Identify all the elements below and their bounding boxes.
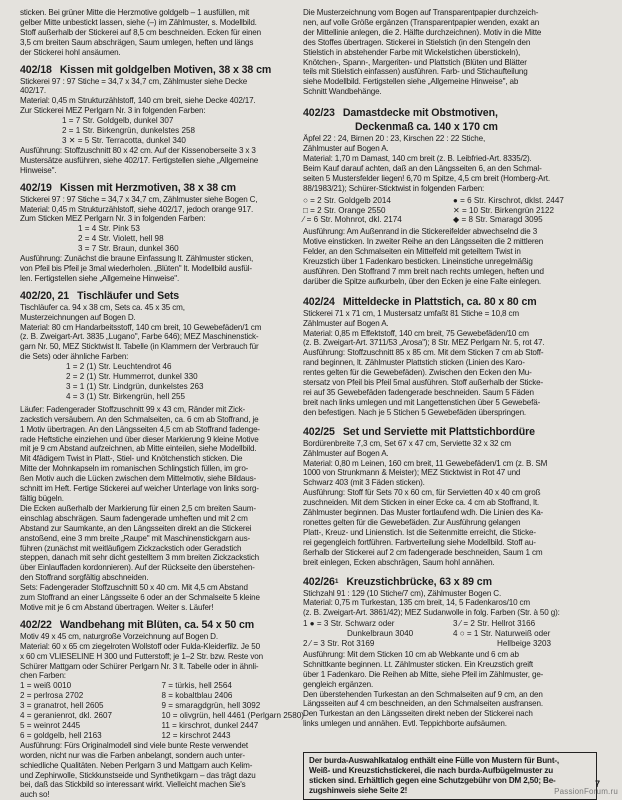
- text-line: Material: 0,80 m Leinen, 160 cm breit, 11 Gewebefäden/1 cm (z. B. SM: [303, 458, 548, 468]
- right-column: [303, 8, 603, 735]
- color-item: 7 = türkis, hell 2564: [161, 681, 232, 691]
- text-line: Läufer: Fadengerader Stoffzuschnitt 99 x 43 cm, Ränder mit Zick-: [20, 404, 246, 414]
- intro-text-left: [20, 8, 303, 58]
- color-item: 3 = granatrot, hell 2605: [20, 701, 104, 711]
- color-item: Dunkelbraun 3040: [347, 629, 414, 639]
- section-heading: [20, 290, 303, 302]
- text-line: schiedliche Qualitäten. Neben Perlgarn 3 und Mattgarn auch Kelim-: [20, 760, 253, 770]
- color-item: 2 = 2 (1) Str. Hummerrot, dunkel 330: [66, 372, 198, 382]
- text-line: gengleich ergänzen.: [303, 679, 374, 689]
- text-line: Motive einsticken. In zweiter Reihe an den Längsseiten die 2 mittleren: [303, 237, 544, 247]
- text-line: ausführen. Den Stoffrand 7 mm breit nach rechts umlegen, heften und: [303, 266, 544, 276]
- text-line: Tischläufer ca. 94 x 38 cm, Sets ca. 45 x 35 cm,: [20, 302, 185, 312]
- text-line: des Stoffes übertragen. Stickerei in Stielstich (in den Stengeln den: [303, 37, 531, 47]
- text-line: Stielstich in abstehender Farbe mit Wickelstichen überstickeln),: [303, 47, 521, 57]
- text-line: Die Musterzeichnung vom Bogen auf Transparentpapier durchzeich-: [303, 8, 539, 17]
- section-heading: [303, 296, 603, 308]
- text-line: Zählmuster beginnen. Das Muster fortlaufend wdh. Die Linien des Ka-: [303, 508, 544, 518]
- text-line: breit einlegen, Ecken abschrägen, Saum hohl annähen.: [303, 557, 495, 567]
- text-line: bei, daß das Stickbild so interessant wirkt. Vielleicht machen Sie's: [20, 780, 246, 790]
- color-item: 3 = 7 Str. Braun, dunkel 360: [78, 244, 179, 254]
- left-column: [20, 8, 303, 800]
- text-line: rade Heftstiche einziehen und über dieser Markierung 9 kleine Motive: [20, 434, 259, 444]
- color-item: 3 = 1 (1) Str. Lindgrün, dunkelstes 263: [66, 382, 204, 391]
- text-line: steppen, danach mit sehr dicht gestelltem 3 mm breiten Zickzackstich: [20, 553, 260, 563]
- text-line: 402/17.: [20, 86, 46, 96]
- color-item: 2 = 1 Str. Birkengrün, dunkelstes 258: [62, 126, 195, 136]
- color-item: 2 = perlrosa 2702: [20, 691, 84, 701]
- text-line: Abstand zur Saumkante, an den Längsseiten direkt an die Stickerei: [20, 523, 252, 533]
- text-line: Stickerei 97 : 97 Stiche = 34,7 x 34,7 cm, Zählmuster siehe Bogen C,: [20, 194, 258, 204]
- text-line: Schwarz 403 (mit 3 Fäden sticken).: [303, 478, 425, 488]
- text-line: mit je 9 cm Abstand aufzeichnen, ab Mitte einteilen, siehe Modellbild.: [20, 444, 257, 454]
- text-line: ronettes gelten für die Gewebefäden. Zur Ausführung gelangen: [303, 517, 521, 527]
- text-line: ßen Motiv auch die Lücken zwischen dem Mittelmotiv, siehe Bildaus-: [20, 474, 257, 484]
- text-line: über 1 Fadenkaro. Die Reihen ab Mitte, siehe Pfeil im Zählmuster, ge-: [303, 669, 544, 679]
- text-line: Ausführung: Fürs Originalmodell sind viele bunte Reste verwendet: [20, 740, 248, 750]
- text-line: schnitt im Heft. Fertige Stickerei auf weicher Unterlage von links sorg-: [20, 484, 259, 494]
- text-line: ßerhalb der Stickerei auf 2 cm fadengerade beschneiden, Saum 1 cm: [303, 547, 543, 557]
- text-line: 1000 von Strunkmann & Meister); MEZ Sticktwist in Rot 47 und: [303, 468, 521, 478]
- text-line: Material: 0,85 m Effektstoff, 140 cm breit, 75 Gewebefäden/10 cm: [303, 328, 529, 338]
- text-line: rei auf 35 Gewebefäden fadengerade beschneiden. Saum 5 Fäden: [303, 388, 534, 397]
- text-line: siehe Modellbild. Fertigstellen siehe „Allgemeine Hinweise", ab: [303, 77, 519, 87]
- color-item: 12 = kirschrot 2443: [161, 730, 231, 740]
- notice-line: Weiß- und Kreuzstichstickerei, die nach burda-Aufbügelmuster zu: [309, 765, 554, 775]
- section-number-superscript: 1: [334, 577, 339, 585]
- color-item: 10 = olivgrün, hell 4461 (Perlgarn 2580): [161, 711, 304, 721]
- text-line: 3,5 cm breiten Saum abschrägen, Saum umlegen, heften und längs: [20, 37, 254, 47]
- section-heading: [303, 576, 603, 588]
- text-line: anstoßend, eine 3 mm breite „Raupe" mit Maschinenstickgarn aus-: [20, 533, 251, 543]
- text-line: Ausführung: Am Außenrand in die Stickereifelder abwechselnd die 3: [303, 227, 538, 237]
- text-line: über Einlauffaden kordonnieren). Auf der Rückseite den überstehen-: [20, 563, 255, 573]
- text-line: Ausführung: Zunächst die braune Einfassung lt. Zählmuster sticken,: [20, 254, 254, 264]
- intro-text-right: [303, 8, 603, 97]
- text-line: Stickerei 97 : 97 Stiche = 34,7 x 34,7 cm, Zählmuster siehe Decke: [20, 76, 248, 86]
- text-line: Zählmuster auf Bogen A.: [303, 318, 389, 328]
- section-number: 402/18: [20, 63, 52, 76]
- color-item: 1 = 4 Str. Pink 53: [78, 224, 140, 234]
- text-line: len. Fertigstellen siehe „Allgemeine Hinweise".: [20, 273, 180, 283]
- color-item: 1 = weiß 0010: [20, 681, 72, 691]
- text-line: seiten 5 Mustersfelder liegen! 6,70 m Spitze, 4,5 cm breit (Homberg-Art.: [303, 173, 550, 183]
- text-line: fältig bügeln.: [20, 493, 64, 503]
- color-item: ✕ = 10 Str. Birkengrün 2122: [453, 205, 555, 215]
- section-number: [303, 576, 338, 588]
- color-table: [303, 619, 603, 649]
- color-item: 8 = kobaltblau 2406: [161, 691, 233, 701]
- catalog-notice-box: [303, 752, 597, 800]
- color-item: 2 ⁄ = 3 Str. Rot 3169: [303, 639, 375, 649]
- color-item: 2 = 4 Str. Violett, hell 98: [78, 234, 164, 244]
- color-table: [20, 681, 303, 740]
- text-line: sticken. Bei grüner Mitte die Herzmotive goldgelb – 1 ausfüllen, mit: [20, 8, 250, 17]
- color-item: 5 = weinrot 2445: [20, 721, 81, 730]
- text-line: Zählmuster auf Bogen A.: [303, 448, 389, 458]
- text-line: Stickerei 71 x 71 cm, 1 Mustersatz umfaßt 81 Stiche = 10,8 cm: [303, 308, 519, 318]
- page-number: 7: [594, 779, 600, 789]
- section-402-22: [20, 619, 303, 800]
- text-line: Den Turkestan an den Längsseiten direkt neben der Stickerei nach: [303, 709, 533, 719]
- color-item: ◆ = 8 Str. Smaragd 3095: [453, 215, 543, 225]
- text-line: breit nach links umlegen und mit Langettenstichen über 5 Gewebefä-: [303, 397, 541, 407]
- section-heading: [303, 426, 603, 438]
- text-line: Material: 0,45 m Strukturzählstoff, 140 cm breit, siehe Decke 402/17.: [20, 96, 256, 106]
- section-number: 402/25: [303, 425, 335, 438]
- text-line: Motive mit je 6 cm Abstand übertragen. Weiter s. Läufer!: [20, 602, 214, 612]
- color-item: 11 = kirschrot, dunkel 2447: [161, 721, 259, 730]
- color-item: 3 ⁄ = 2 Str. Hellrot 3166: [453, 619, 536, 629]
- notice-line: Der burda-Auswahlkatalog enthält eine Fülle von Mustern für Bunt-,: [309, 756, 560, 765]
- text-line: Ausführung: Mit dem Sticken 10 cm ab Webkante und 6 cm ab: [303, 649, 519, 659]
- section-heading: [20, 64, 303, 76]
- text-line: Äpfel 22 : 24, Birnen 20 : 23, Kirschen 22 : 22 Stiche,: [303, 134, 486, 144]
- section-title: Deckenmaß ca. 140 x 170 cm: [355, 121, 498, 134]
- section-402-18: [20, 64, 303, 176]
- text-line: 1 Motiv übertragen. An den Längsseiten 4,5 cm ab Stoffrand fadenge-: [20, 424, 260, 434]
- section-402-19: [20, 182, 303, 284]
- text-line: Material: 1,70 m Damast, 140 cm breit (z. B. Leibfried-Art. 8335/2).: [303, 153, 532, 163]
- text-line: Hinweise".: [20, 165, 57, 175]
- color-item: 9 = smaragdgrün, hell 3092: [161, 701, 261, 711]
- text-line: Kreuzstich über 1 Fadenkaro besticken. Lineinstiche unregelmäßig: [303, 257, 533, 267]
- text-line: Mitte der Mohnkapseln im romanischen Schlingstich füllen, im gro-: [20, 464, 249, 474]
- color-item: ● = 6 Str. Kirschrot, dklst. 2447: [453, 195, 564, 205]
- section-heading: [20, 182, 303, 194]
- text-line: die Sets) oder ähnliche Farben:: [20, 352, 129, 362]
- text-line: Mustersätze ausführen, siehe 402/17. Fertigstellen siehe „Allgemeine: [20, 155, 259, 165]
- text-line: darüber die Spitze aufkurbeln, über den Ecken je eine Falte einlegen.: [303, 276, 542, 286]
- text-line: Zum Sticken MEZ Perlgarn Nr. 3 in folgenden Farben:: [20, 214, 206, 224]
- text-line: worden, nicht nur was die Farben anbelangt, sondern auch unter-: [20, 750, 245, 760]
- text-line: Schnitt Wandbehänge.: [303, 87, 382, 97]
- text-line: Zählmuster auf Bogen A.: [303, 144, 389, 154]
- color-item: 4 = geranienrot, dkl. 2607: [20, 711, 113, 721]
- section-heading: [20, 619, 303, 631]
- color-item: 1 = 2 (1) Str. Leuchtendrot 46: [66, 362, 172, 372]
- color-item: 1 ● = 3 Str. Schwarz oder: [303, 619, 395, 629]
- text-line: gelber Mitte unbestickt lassen, siehe (–) im Zählmuster, s. Modellbild.: [20, 17, 257, 27]
- section-number: 402/22: [20, 618, 52, 631]
- text-line: zuschneiden. Mit dem Sticken in einer Ecke ca. 4 cm ab Stoffrand, lt.: [303, 498, 540, 508]
- section-number: 402/24: [303, 295, 335, 308]
- section-title: Set und Serviette mit Plattstichbordüre: [342, 425, 535, 438]
- text-line: rei gegengleich fortführen. Farbverteilung siehe Modellbild. Stoff au-: [303, 537, 536, 547]
- text-line: einschlag abschrägen. Saum fadengerade umheften und mit 2 cm: [20, 513, 248, 523]
- text-line: Material: 80 cm Handarbeitsstoff, 140 cm breit, 10 Gewebefäden/1 cm: [20, 322, 262, 332]
- text-line: 88/1983/21); Schürer-Sticktwist in folgenden Farben:: [303, 183, 485, 193]
- text-line: Material: 0,45 m Strukturzählstoff, siehe 402/17, jedoch orange 917.: [20, 204, 254, 214]
- section-title: Kissen mit Herzmotiven, 38 x 38 cm: [59, 181, 236, 194]
- text-line: chen Farben:: [20, 671, 66, 681]
- text-line: führen (zunächst mit weitläufigem Zickzackstich oder Geradstich: [20, 543, 242, 553]
- text-line: rentes gelten für die Gewebefäden). Zwischen den Ecken den Mu-: [303, 368, 532, 378]
- text-line: (z. B. Zweigart-Art. 3861/42); MEZ Sudanwolle in folg. Farben (Str. à 50 g):: [303, 608, 560, 618]
- section-heading-line2: [303, 121, 603, 133]
- color-item: 1 = 7 Str. Goldgelb, dunkel 307: [62, 116, 174, 126]
- text-line: Schürer Mattgarn oder Schürer Perlgarn Nr. 3 lt. Tabelle oder in ähnli-: [20, 661, 259, 671]
- color-item: ⁄ = 6 Str. Mohnrot, dkl. 2174: [303, 215, 402, 225]
- text-line: zum Stoffrand an einer Längsseite 6 oder an der Schmalseite 5 kleine: [20, 593, 260, 603]
- text-line: teils mit Stielstich einfassen) ausführen. Farb- und Stichaufteilung: [303, 67, 528, 77]
- text-line: garn Nr. 50, MEZ Sticktwist lt. Tabelle (in Klammern der Verbrauch für: [20, 342, 259, 352]
- color-item: 4 = 3 (1) Str. Birkengrün, hell 255: [66, 391, 185, 401]
- notice-line: sticken sind. Erhältlich gegen eine Schutzgebühr von DM 2,50; Be-: [309, 775, 556, 785]
- text-line: Schnittkante beginnen. Lt. Zählmuster sticken. Ein Kreuzstich greift: [303, 659, 534, 669]
- section-402-25: [303, 426, 603, 568]
- section-number: 402/19: [20, 181, 52, 194]
- text-line: Längsseiten auf 4 cm beschneiden, an den Schmalseiten ausfransen.: [303, 699, 543, 709]
- section-number: 402/23: [303, 107, 335, 120]
- section-heading: [303, 107, 603, 119]
- section-number-text: 402/26: [303, 575, 335, 588]
- text-line: Material: 0,75 m Turkestan, 135 cm breit, 14, 5 Fadenkaros/10 cm: [303, 598, 531, 608]
- section-title: Damastdecke mit Obstmotiven,: [342, 107, 498, 120]
- text-line: Ausführung: Stoffzuschnitt 85 x 85 cm. Mit dem Sticken 7 cm ab Stoff-: [303, 348, 544, 358]
- text-line: Zur Stickerei MEZ Perlgarn Nr. 3 in folgenden Farben:: [20, 106, 206, 116]
- section-title: Kissen mit goldgelben Motiven, 38 x 38 cm: [59, 63, 272, 76]
- text-line: zackstich versäubern. An den Schmalseiten, ca. 6 cm ab Stoffrand, je: [20, 414, 259, 424]
- text-line: (z. B. Zweigart-Art. 3711/53 „Arosa"); 8 Str. MEZ Perlgarn Nr. 5, rot 47.: [303, 338, 545, 348]
- color-item: 6 = goldgelb, hell 2163: [20, 730, 102, 740]
- text-line: von Pfeil bis Pfeil je 3mal wiederholen. „Blüten" lt. Modellbild ausfül-: [20, 263, 252, 273]
- section-402-26: [303, 576, 603, 730]
- text-line: Platt-, Kreuz- und Linienstich. Ist die Seitenmitte erreicht, die Sticke-: [303, 527, 536, 537]
- text-line: links umlegen und annähen. Evtl. Teppichborte aufsäumen.: [303, 719, 507, 729]
- text-line: stersatz von Pfeil bis Pfeil 5mal ausführen. Stoff außerhalb der Sticke-: [303, 378, 544, 388]
- text-line: nen, auf volle Größe ergänzen (Transparentpapier wenden, exakt an: [303, 17, 540, 27]
- text-line: Musterzeichnungen auf Bogen D.: [20, 312, 136, 322]
- text-line: Ausführung: Stoff für Sets 70 x 60 cm, für Servietten 40 x 40 cm groß: [303, 488, 541, 498]
- color-item: 3 ✕ = 5 Str. Terracotta, dunkel 340: [62, 135, 186, 145]
- color-item: □ = 2 Str. Orange 2550: [303, 205, 386, 215]
- text-line: Den überstehenden Turkestan an den Schmalseiten auf 9 cm, an den: [303, 689, 543, 699]
- text-line: und Zephirwolle, Stickkunstseide und Synthetikgarn – das trägt dazu: [20, 770, 256, 780]
- section-402-20-21: [20, 290, 303, 613]
- section-title: Tischläufer und Sets: [77, 289, 180, 302]
- section-title: Kreuzstichbrücke, 63 x 89 cm: [346, 575, 492, 588]
- text-line: Die Ecken außerhalb der Markierung für einen 2,5 cm breiten Saum-: [20, 503, 256, 513]
- text-line: x 60 cm VLIESELINE H 300 und Futterstoff; je 1–2 Str. bzw. Reste von: [20, 651, 263, 661]
- notice-line: zugshinweis siehe Seite 2!: [309, 785, 408, 795]
- text-line: Material: 60 x 65 cm ziegelroten Wollstoff oder Fulda-Kleiderfilz. Je 50: [20, 641, 260, 651]
- color-item: 4 ○ = 1 Str. Naturweiß oder: [453, 629, 551, 639]
- section-title: Mitteldecke in Plattstich, ca. 80 x 80 cm: [342, 295, 537, 308]
- text-line: Mit 4fädigem Twist in Platt-, Stiel- und Knötchenstich sticken. Die: [20, 454, 243, 464]
- text-line: Bordürenbreite 7,3 cm, Set 67 x 47 cm, Serviette 32 x 32 cm: [303, 438, 511, 448]
- text-line: Motiv 49 x 45 cm, naturgroße Vorzeichnung auf Bogen D.: [20, 631, 218, 641]
- section-402-23: [303, 107, 603, 287]
- text-line: (z. B. Zweigart-Art. 3835 „Lugano", Farbe 646); MEZ Maschinenstick-: [20, 332, 259, 342]
- text-line: der Stickerei hohl ansäumen.: [20, 47, 121, 57]
- text-line: Ausführung: Stoffzuschnitt 80 x 42 cm. Auf der Kissenoberseite 3 x 3: [20, 145, 256, 155]
- watermark: PassionForum.ru: [554, 787, 618, 796]
- text-line: rand beginnen, lt. Zählmuster Plattstich sticken (Linien des Karo-: [303, 358, 525, 368]
- section-number: 402/20, 21: [20, 289, 70, 302]
- text-line: Felder, an den Schmalseiten ein Mittelfeld mit geteiltem Twist in: [303, 247, 521, 257]
- color-table: [303, 196, 603, 226]
- text-line: Knötchen-, Spann-, Margeriten- und Plattstich (Blüten und Blätter: [303, 57, 527, 67]
- text-line: Sets: Fadengerader Stoffzuschnitt 50 x 40 cm. Mit 4,5 cm Abstand: [20, 583, 248, 593]
- section-title: Wandbehang mit Blüten, ca. 54 x 50 cm: [59, 618, 255, 631]
- text-line: den befestigen. Nach je 5 Stichen 5 Gewebefäden überspringen.: [303, 407, 527, 417]
- text-line: der Mittellinie anlegen, die 2. Hälfte durchzeichnen). Motiv in die Mitte: [303, 27, 542, 37]
- text-line: Stoff außerhalb der Stickerei auf 8,5 cm beschneiden. Ecken für einen: [20, 27, 262, 37]
- text-line: Beim Kauf darauf achten, daß an den Längsseiten 6, an den Schmal-: [303, 163, 542, 173]
- color-item: Hellbeige 3203: [497, 639, 552, 649]
- text-line: auch so!: [20, 790, 50, 800]
- section-402-24: [303, 296, 603, 418]
- text-line: Stichzahl 91 : 129 (10 Stiche/7 cm), Zählmuster Bogen C.: [303, 588, 502, 598]
- text-line: den Stoffrand sorgfältig abschneiden.: [20, 573, 149, 583]
- color-item: ○ = 2 Str. Goldgelb 2014: [303, 195, 391, 205]
